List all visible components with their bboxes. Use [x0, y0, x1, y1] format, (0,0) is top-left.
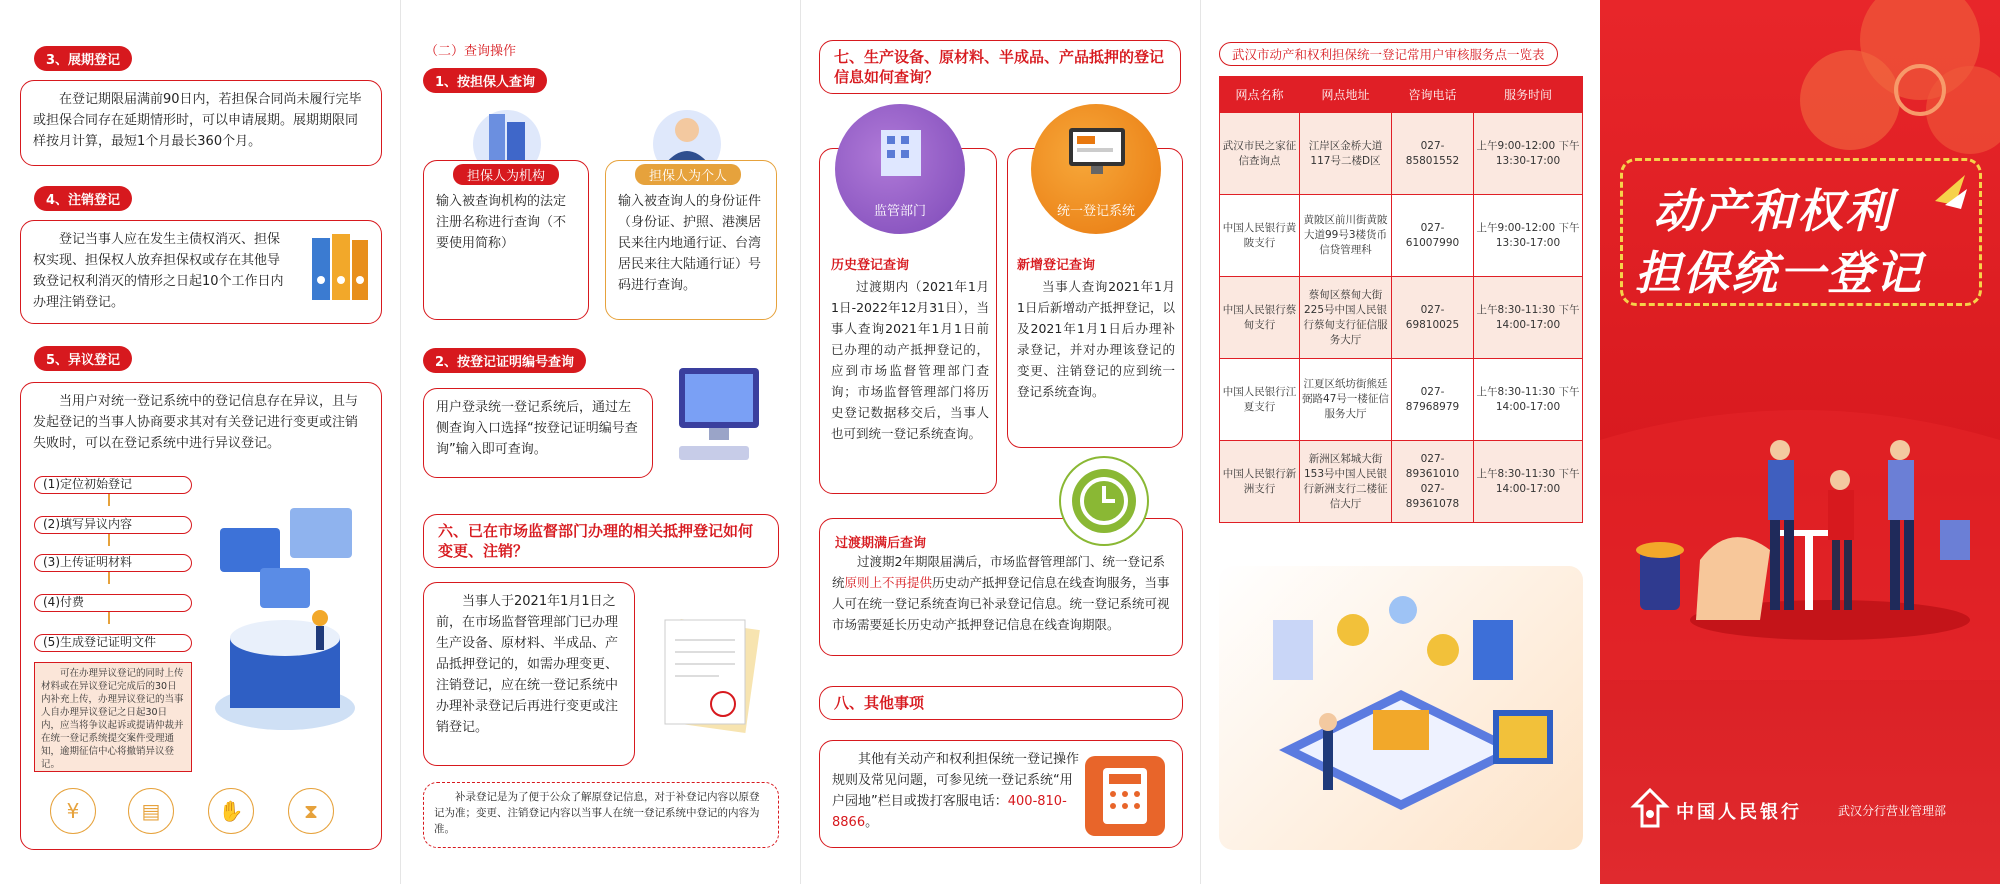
history-title: 历史登记查询	[831, 258, 910, 273]
person-query-text: 输入被查询人的身份证件（身份证、护照、港澳居民来往内地通行证、台湾居民来往大陆通行证）号码进行查询。	[618, 194, 762, 293]
illustration-card	[1219, 566, 1583, 850]
cover-title-line2: 担保统一登记	[1635, 246, 1923, 300]
section-8-title: 八、其他事项	[819, 686, 1183, 720]
section-7-title: 七、生产设备、原材料、半成品、产品抵押的登记信息如何查询？	[819, 40, 1181, 94]
section-4-text: 登记当事人应在发生主债权消灭、担保权实现、担保权人放弃担保权或存在其他导致登记权利消灭的情形之日起10个工作日内办理注销登记。	[33, 232, 284, 310]
fintech-illustration	[1233, 580, 1569, 836]
footnote-box	[423, 782, 779, 848]
person-tag: 担保人为个人	[635, 164, 741, 185]
step-5: (5)生成登记证明文件	[34, 634, 192, 652]
person-icon	[647, 104, 727, 164]
regulator-circle	[835, 104, 965, 234]
panel-4	[1200, 0, 1600, 884]
objection-note: 可在办理异议登记的同时上传材料或在异议登记完成后的30日内补充上传，办理异议登记的当事人自办理异议登记之日起30日内，应当将争议起诉或提请仲裁并在统一登记系统提交案件受理通知，逾期征信中心将撤销异议登记。	[34, 662, 192, 772]
step-arrow	[108, 494, 110, 506]
footnote-text: 补录登记是为了便于公众了解原登记信息，对于补登记内容以原登记为准；变更、注销登记内容以当事人在统一登记系统中登记的内容为准。	[434, 791, 760, 835]
query-heading: （二）查询操作	[425, 44, 517, 59]
money-icon: ¥	[50, 788, 96, 834]
col-header: 咨询电话	[1392, 77, 1474, 113]
section-4-label: 4、注销登记	[34, 186, 132, 211]
history-text: 过渡期内（2021年1月1日-2022年12月31日），当事人查询2021年1月1日前已办理的动产抵押登记的，应到市场监督管理部门查询；市场监督管理部门将历史登记数据移交后，当事人也可到统一登记系统查询。	[831, 279, 989, 441]
col-header: 服务时间	[1474, 77, 1583, 113]
section-5-text: 当用户对统一登记系统中的登记信息存在异议，且与发起登记的当事人协商要求其对有关登记进行变更或注销失败时，可以在登记系统中进行异议登记。	[33, 394, 359, 451]
system-label: 统一登记系统	[1056, 204, 1135, 219]
col-header: 网点地址	[1300, 77, 1392, 113]
after-text-a: 过渡期2年期限届满后，市场监督管理部门、统一登记系统	[832, 554, 1165, 590]
regulator-label: 监管部门	[873, 204, 926, 219]
step-2: (2)填写异议内容	[34, 516, 192, 534]
table-row: 中国人民银行江夏支行 江夏区纸坊街熊廷弼路47号一楼征信服务大厅 027-87968979 上午8:30-11:30 下午14:00-17:00	[1220, 359, 1583, 441]
section-8-text: 其他有关动产和权利担保统一登记操作规则及常见问题，可参见统一登记系统“用户园地”栏目或拨打客服电话：	[832, 752, 1080, 809]
after-text-b: 历史动产抵押登记信息在线查询服务，当事人可在统一登记系统查询已补录登记信息。统一登记系统可视市场需要延长历史动产抵押登记信息在线查询期限。	[832, 575, 1170, 632]
section-6-box	[423, 582, 635, 766]
cover-title-line1: 动产和权利	[1653, 184, 1893, 238]
after-text-red: 原则上不再提供	[844, 575, 933, 590]
section-3-box	[20, 80, 382, 166]
title-frame	[1620, 158, 1982, 306]
section-6-title: 六、已在市场监督部门办理的相关抵押登记如何变更、注销？	[423, 514, 779, 568]
folders-icon	[308, 228, 372, 308]
section-6-text: 当事人于2021年1月1日之前，在市场监督管理部门已办理生产设备、原材料、半成品、产品抵押登记的，如需办理变更、注销登记，应在统一登记系统中办理补录登记后再进行变更或注销登记。	[436, 594, 619, 735]
business-people-illustration	[1600, 380, 2000, 680]
step-arrow	[108, 612, 110, 624]
table-row: 武汉市民之家征信查询点 江岸区金桥大道117号二楼D区 027-85801552 上午9:00-12:00 下午13:30-17:00	[1220, 113, 1583, 195]
spark-icon	[1931, 171, 1971, 211]
isometric-platform-illustration	[200, 488, 370, 748]
clock-icon	[1069, 466, 1139, 536]
step-arrow	[108, 534, 110, 546]
table-title: 武汉市动产和权利担保统一登记常用户审核服务点一览表	[1219, 42, 1558, 66]
panel-1	[0, 0, 400, 884]
hourglass-icon: ⧗	[288, 788, 334, 834]
cover-panel	[1600, 0, 2000, 884]
query-2-text: 用户登录统一登记系统后，通过左侧查询入口选择“按登记证明编号查询”输入即可查询。	[436, 400, 638, 457]
cloud-pattern	[1720, 0, 2000, 170]
new-text: 当事人查询2021年1月1日后新增动产抵押登记，以及2021年1月1日后办理补录登记，并对办理该登记的变更、注销登记的应到统一登记系统查询。	[1017, 279, 1175, 399]
panel-3	[800, 0, 1200, 884]
org-tag: 担保人为机构	[453, 164, 559, 185]
pboc-logo	[1630, 786, 1670, 830]
building-icon	[873, 122, 929, 182]
table-row: 中国人民银行蔡甸支行 蔡甸区蔡甸大街225号中国人民银行蔡甸支行征信服务大厅 027-69810025 上午8:30-11:30 下午14:00-17:00	[1220, 277, 1583, 359]
after-title: 过渡期满后查询	[835, 536, 927, 551]
building-icon	[467, 104, 547, 164]
query-2-label: 2、按登记证明编号查询	[423, 348, 586, 373]
documents-icon	[649, 610, 769, 740]
table-row: 中国人民银行黄陂支行 黄陂区前川街黄陂大道99号3楼货币信贷管理科 027-61007990 上午9:00-12:00 下午13:30-17:00	[1220, 195, 1583, 277]
service-table	[1219, 76, 1583, 523]
org-query-text: 输入被查询机构的法定注册名称进行查询（不要使用简称）	[436, 194, 567, 251]
step-1: (1)定位初始登记	[34, 476, 192, 494]
section-8-box: 其他有关动产和权利担保统一登记操作规则及常见问题，可参见统一登记系统“用户园地”栏目或拨打客服电话：400-810-8866。	[819, 740, 1183, 848]
section-3-label: 3、展期登记	[34, 46, 132, 71]
monitor-icon	[1065, 124, 1129, 178]
step-3: (3)上传证明材料	[34, 554, 192, 572]
system-circle	[1031, 104, 1161, 234]
step-arrow	[108, 572, 110, 584]
panel-2	[400, 0, 800, 884]
query-1-label: 1、按担保人查询	[423, 68, 547, 93]
bank-name: 中国人民银行	[1676, 802, 1802, 823]
section-3-text: 在登记期限届满前90日内，若担保合同尚未履行完毕或担保合同存在延期情形时，可以申请展期。展期期限同样按月计算，最短1个月最长360个月。	[33, 92, 362, 149]
chart-icon: ▤	[128, 788, 174, 834]
hand-coin-icon: ✋	[208, 788, 254, 834]
new-title: 新增登记查询	[1017, 258, 1096, 273]
step-4: (4)付费	[34, 594, 192, 612]
phone-number: 400-810-8866	[832, 794, 1067, 830]
bank-branch: 武汉分行营业管理部	[1838, 804, 1947, 818]
table-row: 中国人民银行新洲支行 新洲区邾城大街153号中国人民银行新洲支行二楼征信大厅 027-89361010 027-89361078 上午8:30-11:30 下午14:00-17:00	[1220, 441, 1583, 523]
clock-badge	[1059, 456, 1149, 546]
computer-icon	[659, 358, 779, 478]
query-2-box	[423, 388, 653, 478]
section-5-label: 5、异议登记	[34, 346, 132, 371]
telephone-icon	[1083, 754, 1167, 838]
col-header: 网点名称	[1220, 77, 1300, 113]
